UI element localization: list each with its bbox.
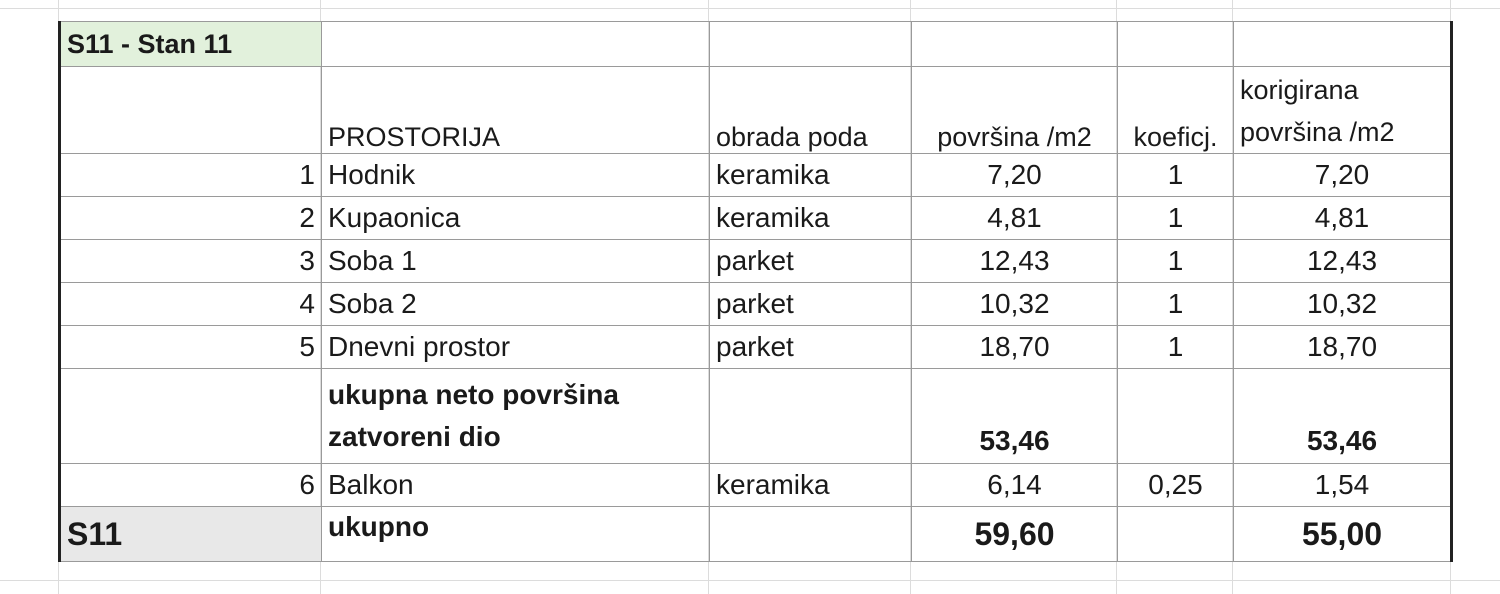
coef-value[interactable]: 1 xyxy=(1118,240,1234,283)
room-name[interactable]: Hodnik xyxy=(322,154,710,197)
room-name[interactable]: Dnevni prostor xyxy=(322,326,710,369)
floor-finish[interactable]: keramika xyxy=(710,464,912,507)
table-row xyxy=(60,326,1452,369)
coef-value[interactable]: 1 xyxy=(1118,197,1234,240)
subtotal-area[interactable]: 53,46 xyxy=(912,369,1118,464)
floor-finish[interactable]: parket xyxy=(710,326,912,369)
room-name[interactable]: Kupaonica xyxy=(322,197,710,240)
table-row xyxy=(60,240,1452,283)
header-floor[interactable]: obrada poda xyxy=(710,67,912,154)
table-row xyxy=(60,283,1452,326)
corrected-value[interactable]: 7,20 xyxy=(1234,154,1452,197)
subtotal-label-line2: zatvoreni dio xyxy=(328,421,501,452)
sheet-title[interactable]: S11 - Stan 11 xyxy=(60,22,322,67)
corrected-value[interactable]: 18,70 xyxy=(1234,326,1452,369)
room-name[interactable]: Soba 2 xyxy=(322,283,710,326)
row-number[interactable]: 1 xyxy=(60,154,322,197)
title-row xyxy=(60,22,1452,67)
row-number[interactable]: 2 xyxy=(60,197,322,240)
subtotal-row xyxy=(60,369,1452,464)
row-number[interactable]: 4 xyxy=(60,283,322,326)
floor-finish[interactable]: parket xyxy=(710,283,912,326)
corrected-value[interactable]: 4,81 xyxy=(1234,197,1452,240)
table-row xyxy=(60,154,1452,197)
floor-finish[interactable]: keramika xyxy=(710,197,912,240)
apartment-code[interactable]: S11 xyxy=(60,507,322,562)
header-corrected[interactable] xyxy=(1234,67,1452,154)
header-area[interactable]: površina /m2 xyxy=(912,67,1118,154)
floor-finish[interactable]: parket xyxy=(710,240,912,283)
coef-value[interactable]: 0,25 xyxy=(1118,464,1234,507)
subtotal-label-line1: ukupna neto površina xyxy=(328,379,619,410)
subtotal-corrected[interactable]: 53,46 xyxy=(1234,369,1452,464)
corrected-value[interactable]: 1,54 xyxy=(1234,464,1452,507)
coef-value[interactable]: 1 xyxy=(1118,283,1234,326)
total-area[interactable]: 59,60 xyxy=(912,507,1118,562)
header-corrected-line2: površina /m2 xyxy=(1240,117,1395,147)
area-value[interactable]: 10,32 xyxy=(912,283,1118,326)
table-row xyxy=(60,197,1452,240)
room-area-table xyxy=(58,21,1453,562)
table-row xyxy=(60,464,1452,507)
room-name[interactable]: Soba 1 xyxy=(322,240,710,283)
coef-value[interactable]: 1 xyxy=(1118,326,1234,369)
subtotal-label[interactable] xyxy=(322,369,710,464)
room-name[interactable]: Balkon xyxy=(322,464,710,507)
area-value[interactable]: 12,43 xyxy=(912,240,1118,283)
header-room[interactable]: PROSTORIJA xyxy=(322,67,710,154)
floor-finish[interactable]: keramika xyxy=(710,154,912,197)
total-label[interactable]: ukupno xyxy=(322,507,710,562)
area-value[interactable]: 4,81 xyxy=(912,197,1118,240)
corrected-value[interactable]: 10,32 xyxy=(1234,283,1452,326)
area-value[interactable]: 7,20 xyxy=(912,154,1118,197)
area-value[interactable]: 18,70 xyxy=(912,326,1118,369)
row-number[interactable]: 3 xyxy=(60,240,322,283)
row-number[interactable]: 6 xyxy=(60,464,322,507)
area-value[interactable]: 6,14 xyxy=(912,464,1118,507)
header-coef[interactable]: koeficj. xyxy=(1118,67,1234,154)
total-row xyxy=(60,507,1452,562)
row-number[interactable]: 5 xyxy=(60,326,322,369)
header-corrected-line1: korigirana xyxy=(1240,75,1359,105)
header-row xyxy=(60,67,1452,154)
total-corrected[interactable]: 55,00 xyxy=(1234,507,1452,562)
coef-value[interactable]: 1 xyxy=(1118,154,1234,197)
corrected-value[interactable]: 12,43 xyxy=(1234,240,1452,283)
